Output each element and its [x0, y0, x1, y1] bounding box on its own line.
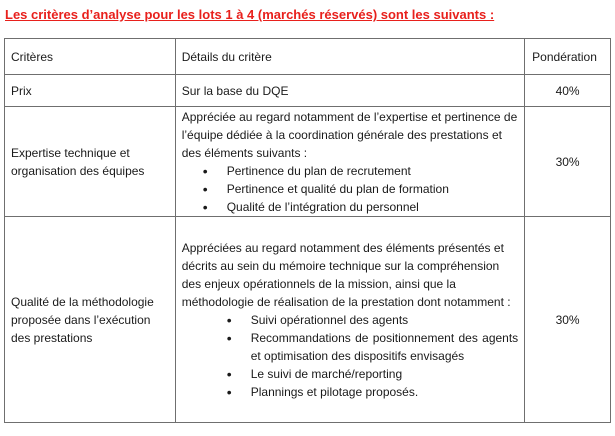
criterion-name: Expertise technique et organisation des équipes	[5, 107, 176, 217]
table-row	[5, 217, 611, 423]
list-item: • Suivi opérationnel des agents	[251, 311, 518, 329]
section-heading: Les critères d’analyse pour les lots 1 à 4 (marchés réservés) sont les suivants :	[5, 7, 495, 22]
criterion-weight: 30%	[525, 217, 611, 423]
criterion-details-text: Appréciée au regard notamment de l’expertise et pertinence de l’équipe dédiée à la coordination générale des prestations et des éléments suivants :	[181, 109, 518, 160]
header-details: Détails du critère	[175, 39, 524, 75]
list-item: • Qualité de l’intégration du personnel	[227, 198, 518, 216]
header-weight: Pondération	[525, 39, 611, 75]
criterion-name: Prix	[5, 75, 176, 107]
list-item: • Pertinence du plan de recrutement	[227, 162, 518, 180]
criterion-name: Qualité de la méthodologie proposée dans l’exécution des prestations	[5, 217, 176, 423]
criterion-details	[175, 217, 524, 423]
list-item: • Plannings et pilotage proposés.	[251, 383, 518, 401]
list-item: • Recommandations de positionnement des agents et optimisation des dispositifs envisagés	[251, 329, 518, 365]
table-header-row	[5, 39, 611, 75]
criterion-details-text: Appréciées au regard notamment des éléments présentés et décrits au sein du mémoire technique sur la compréhension des enjeux opérationnels de la mission, ainsi que la méthodologie de réalisation de la prestation dont notamment :	[181, 240, 511, 309]
criterion-details	[175, 107, 524, 217]
criterion-bullet-list	[182, 311, 518, 401]
list-item: • Pertinence et qualité du plan de formation	[227, 180, 518, 198]
criterion-weight: 30%	[525, 107, 611, 217]
criterion-details	[175, 75, 524, 107]
table-row	[5, 107, 611, 217]
list-item: • Le suivi de marché/reporting	[251, 365, 518, 383]
criterion-weight: 40%	[525, 75, 611, 107]
header-criteria: Critères	[5, 39, 176, 75]
criterion-details-text: Sur la base du DQE	[181, 83, 289, 98]
criterion-bullet-list	[182, 162, 518, 216]
table-row	[5, 75, 611, 107]
criteria-table	[4, 38, 611, 423]
